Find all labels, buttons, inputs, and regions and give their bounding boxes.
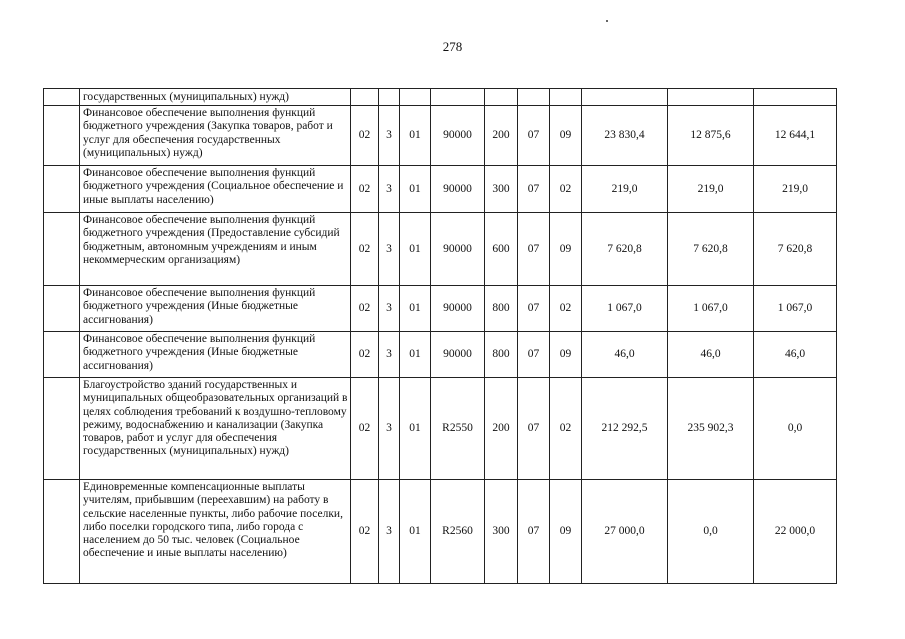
code-ministry-cell: 02 (351, 106, 379, 166)
code-subsection-cell: 09 (550, 213, 582, 286)
page-number: 278 (442, 39, 463, 54)
row-blank-cell (44, 286, 80, 332)
code-direction-cell: 90000 (431, 332, 485, 378)
code-expense-type-cell: 300 (485, 166, 518, 213)
code-subsection-cell: 09 (550, 332, 582, 378)
scan-speck (606, 20, 608, 22)
code-expense-type-cell: 800 (485, 286, 518, 332)
row-blank-cell (44, 166, 80, 213)
code-direction-cell: 90000 (431, 166, 485, 213)
amount-year1-cell: 7 620,8 (582, 213, 668, 286)
amount-year2-cell: 46,0 (668, 332, 754, 378)
row-blank-cell (44, 378, 80, 480)
amount-year1-cell: 27 000,0 (582, 480, 668, 584)
table-row (44, 480, 837, 584)
row-blank-cell (44, 332, 80, 378)
amount-year3-cell: 46,0 (754, 332, 837, 378)
code-section-cell: 07 (518, 378, 550, 480)
table-row (44, 286, 837, 332)
amount-year2-cell (668, 89, 754, 106)
row-name-cell: государственных (муниципальных) нужд) (80, 89, 351, 106)
table-row (44, 166, 837, 213)
amount-year3-cell: 1 067,0 (754, 286, 837, 332)
code-program-cell: 3 (379, 480, 400, 584)
code-subprogram-cell: 01 (400, 332, 431, 378)
code-subprogram-cell: 01 (400, 480, 431, 584)
code-ministry-cell: 02 (351, 332, 379, 378)
code-expense-type-cell: 200 (485, 378, 518, 480)
row-blank-cell (44, 480, 80, 584)
amount-year1-cell: 219,0 (582, 166, 668, 213)
code-subprogram-cell: 01 (400, 213, 431, 286)
amount-year2-cell: 12 875,6 (668, 106, 754, 166)
code-direction-cell: 90000 (431, 286, 485, 332)
amount-year2-cell: 1 067,0 (668, 286, 754, 332)
amount-year3-cell: 22 000,0 (754, 480, 837, 584)
code-direction-cell: 90000 (431, 106, 485, 166)
code-subprogram-cell: 01 (400, 166, 431, 213)
row-name-cell: Финансовое обеспечение выполнения функций бюджетного учреждения (Социальное обеспечение и иные выплаты населению) (80, 166, 351, 213)
code-section-cell (518, 89, 550, 106)
code-ministry-cell: 02 (351, 480, 379, 584)
code-program-cell (379, 89, 400, 106)
row-name-cell: Финансовое обеспечение выполнения функций бюджетного учреждения (Иные бюджетные ассигнования) (80, 286, 351, 332)
code-section-cell: 07 (518, 480, 550, 584)
table-row (44, 89, 837, 106)
code-ministry-cell: 02 (351, 286, 379, 332)
code-subsection-cell: 09 (550, 480, 582, 584)
code-section-cell: 07 (518, 213, 550, 286)
amount-year3-cell (754, 89, 837, 106)
code-direction-cell: R2550 (431, 378, 485, 480)
code-expense-type-cell: 600 (485, 213, 518, 286)
amount-year2-cell: 7 620,8 (668, 213, 754, 286)
row-blank-cell (44, 106, 80, 166)
code-expense-type-cell: 300 (485, 480, 518, 584)
code-subprogram-cell: 01 (400, 106, 431, 166)
code-program-cell: 3 (379, 332, 400, 378)
amount-year1-cell (582, 89, 668, 106)
code-subprogram-cell: 01 (400, 286, 431, 332)
code-subsection-cell: 02 (550, 286, 582, 332)
code-subsection-cell (550, 89, 582, 106)
code-program-cell: 3 (379, 286, 400, 332)
amount-year1-cell: 23 830,4 (582, 106, 668, 166)
row-blank-cell (44, 89, 80, 106)
amount-year3-cell: 12 644,1 (754, 106, 837, 166)
code-subprogram-cell: 01 (400, 378, 431, 480)
code-ministry-cell: 02 (351, 213, 379, 286)
row-name-cell: Единовременные компенсационные выплаты учителям, прибывшим (переехавшим) на работу в сельские населенные пункты, либо рабочие поселки, либо поселки городского типа, либо города с населением до 50 тыс. человек (Социальное обеспечение и иные выплаты населению) (80, 480, 351, 584)
row-blank-cell (44, 213, 80, 286)
budget-table-body (44, 89, 837, 584)
code-program-cell: 3 (379, 213, 400, 286)
row-name-cell: Финансовое обеспечение выполнения функций бюджетного учреждения (Иные бюджетные ассигнования) (80, 332, 351, 378)
code-ministry-cell (351, 89, 379, 106)
code-expense-type-cell (485, 89, 518, 106)
table-row (44, 332, 837, 378)
code-section-cell: 07 (518, 106, 550, 166)
amount-year3-cell: 219,0 (754, 166, 837, 213)
amount-year3-cell: 7 620,8 (754, 213, 837, 286)
code-section-cell: 07 (518, 332, 550, 378)
code-expense-type-cell: 800 (485, 332, 518, 378)
code-ministry-cell: 02 (351, 166, 379, 213)
code-expense-type-cell: 200 (485, 106, 518, 166)
amount-year2-cell: 0,0 (668, 480, 754, 584)
table-row (44, 213, 837, 286)
amount-year1-cell: 1 067,0 (582, 286, 668, 332)
amount-year2-cell: 219,0 (668, 166, 754, 213)
code-ministry-cell: 02 (351, 378, 379, 480)
code-program-cell: 3 (379, 378, 400, 480)
table-row (44, 378, 837, 480)
code-program-cell: 3 (379, 166, 400, 213)
code-direction-cell: 90000 (431, 213, 485, 286)
amount-year3-cell: 0,0 (754, 378, 837, 480)
code-direction-cell: R2560 (431, 480, 485, 584)
row-name-cell: Благоустройство зданий государственных и муниципальных общеобразовательных организаций в целях соблюдения требований к воздушно-тепловому режиму, водоснабжению и канализации (Закупка товаров, работ и услуг для обеспечения государственных (муниципальных) нужд) (80, 378, 351, 480)
row-name-cell: Финансовое обеспечение выполнения функций бюджетного учреждения (Закупка товаров, работ и услуг для обеспечения государственных (муниципальных) нужд) (80, 106, 351, 166)
budget-table (43, 88, 837, 584)
code-program-cell: 3 (379, 106, 400, 166)
code-subprogram-cell (400, 89, 431, 106)
code-subsection-cell: 02 (550, 166, 582, 213)
code-section-cell: 07 (518, 166, 550, 213)
amount-year2-cell: 235 902,3 (668, 378, 754, 480)
amount-year1-cell: 46,0 (582, 332, 668, 378)
code-subsection-cell: 02 (550, 378, 582, 480)
row-name-cell: Финансовое обеспечение выполнения функций бюджетного учреждения (Предоставление субсидий бюджетным, автономным учреждениям и иным некоммерческим организациям) (80, 213, 351, 286)
code-section-cell: 07 (518, 286, 550, 332)
table-row (44, 106, 837, 166)
code-direction-cell (431, 89, 485, 106)
code-subsection-cell: 09 (550, 106, 582, 166)
amount-year1-cell: 212 292,5 (582, 378, 668, 480)
